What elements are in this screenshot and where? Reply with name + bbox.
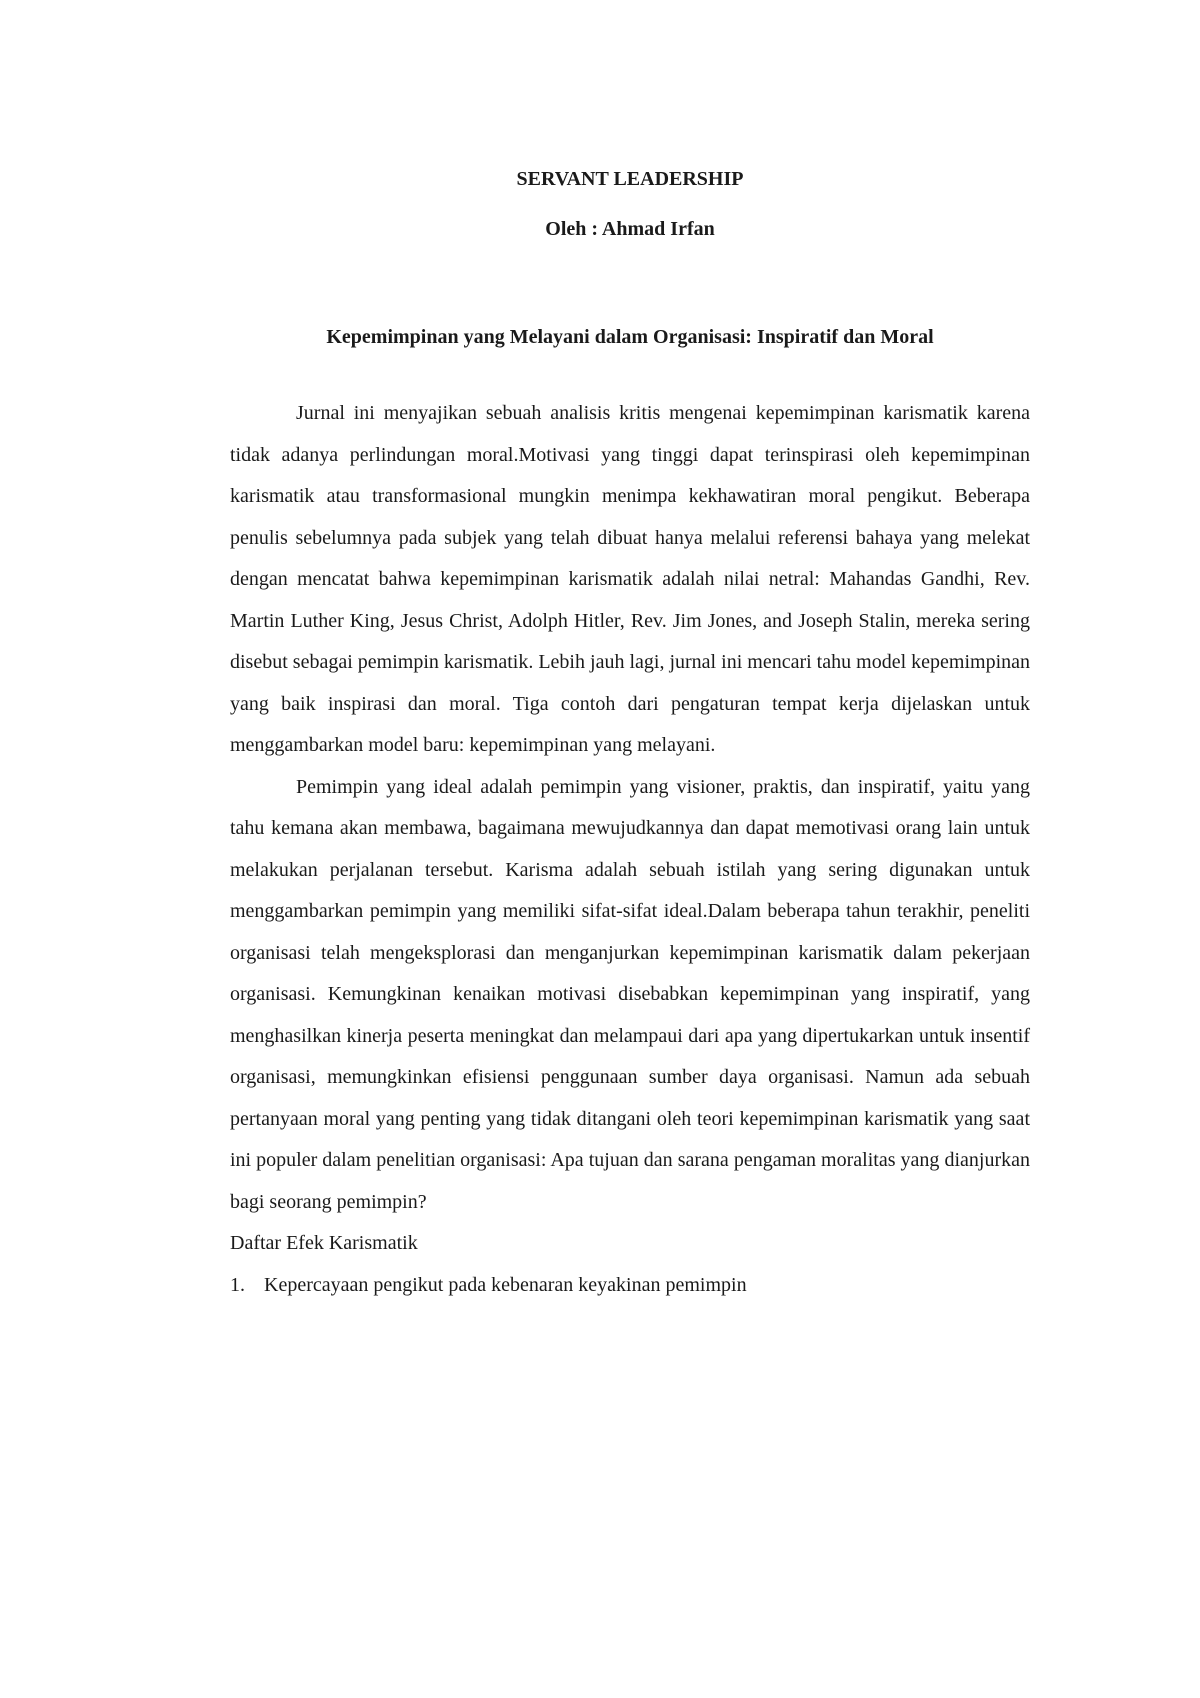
paragraph: Jurnal ini menyajikan sebuah analisis kritis mengenai kepemimpinan karismatik karena tidak adanya perlindungan moral.Motivasi yang tinggi dapat terinspirasi oleh kepemimpinan karismatik atau transformasional mungkin menimpa kekhawatiran moral pengikut. Beberapa penulis sebelumnya pada subjek yang telah dibuat hanya melalui referensi bahaya yang melekat dengan mencatat bahwa kepemimpinan karismatik adalah nilai netral: Mahandas Gandhi, Rev. Martin Luther King, Jesus Christ, Adolph Hitler, Rev. Jim Jones, and Joseph Stalin, mereka sering disebut sebagai pemimpin karismatik. Lebih jauh lagi, jurnal ini mencari tahu model kepemimpinan yang baik inspirasi dan moral. Tiga contoh dari pengaturan tempat kerja dijelaskan untuk menggambarkan model baru: kepemimpinan yang melayani. — [230, 402, 1030, 756]
document-title: SERVANT LEADERSHIP — [516, 168, 744, 190]
list-item-number: 1. — [230, 1273, 245, 1296]
document-page — [230, 165, 1030, 1306]
effects-list — [230, 1265, 1030, 1307]
document-subtitle: Kepemimpinan yang Melayani dalam Organisasi: Inspiratif dan Moral — [326, 326, 934, 348]
list-heading: Daftar Efek Karismatik — [230, 1232, 418, 1254]
list-item — [230, 1265, 1030, 1307]
paragraph: Pemimpin yang ideal adalah pemimpin yang visioner, praktis, dan inspiratif, yaitu yang tahu kemana akan membawa, bagaimana mewujudkannya dan dapat memotivasi orang lain untuk melakukan perjalanan tersebut. Karisma adalah sebuah istilah yang sering digunakan untuk menggambarkan pemimpin yang memiliki sifat-sifat ideal.Dalam beberapa tahun terakhir, peneliti organisasi telah mengeksplorasi dan menganjurkan kepemimpinan karismatik dalam pekerjaan organisasi. Kemungkinan kenaikan motivasi disebabkan kepemimpinan yang inspiratif, yang menghasilkan kinerja peserta meningkat dan melampaui dari apa yang dipertukarkan untuk insentif organisasi, memungkinkan efisiensi penggunaan sumber daya organisasi. Namun ada sebuah pertanyaan moral yang penting yang tidak ditangani oleh teori kepemimpinan karismatik yang saat ini populer dalam penelitian organisasi: Apa tujuan dan sarana pengaman moralitas yang dianjurkan bagi seorang pemimpin? — [230, 775, 1030, 1213]
document-author: Oleh : Ahmad Irfan — [545, 218, 715, 240]
list-item-text: Kepercayaan pengikut pada kebenaran keyakinan pemimpin — [264, 1273, 747, 1296]
